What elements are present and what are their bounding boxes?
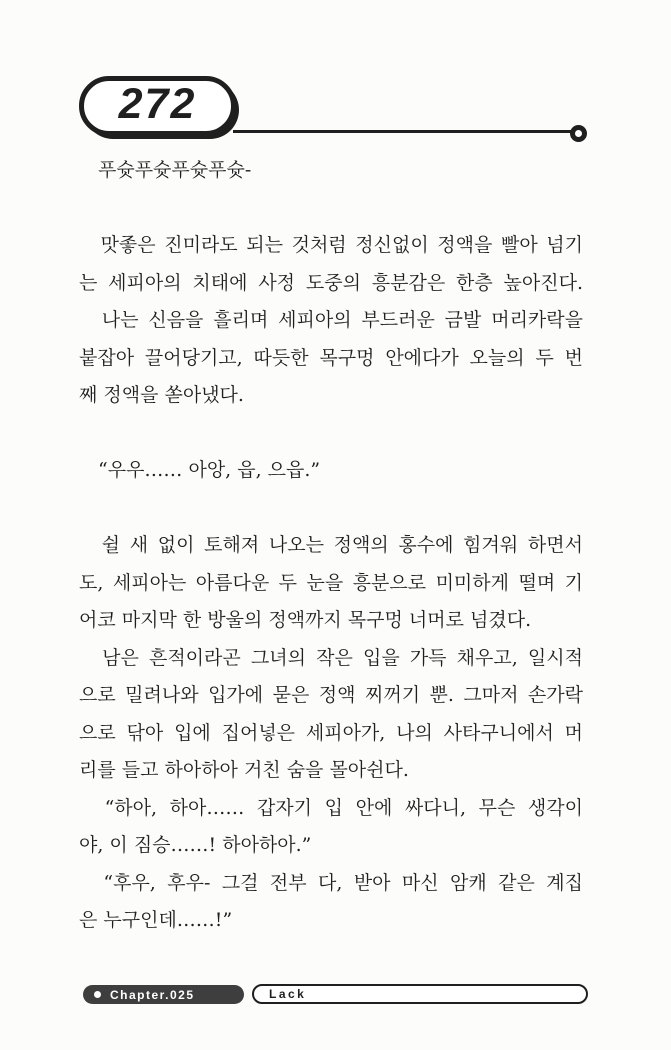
blank-line [79,190,583,228]
text-line: 째 정액을 쏟아냈다. [79,384,244,406]
text-line: 야, 이 짐승……! 하아하아.” [79,834,312,856]
chapter-label: Chapter.025 [110,987,195,1002]
chapter-badge [83,985,244,1004]
text-line: 맛좋은 진미라도 되는 것처럼 정신없이 정액을 빨아 넘기 [79,234,583,256]
header-rule [233,130,572,133]
text-line: 어코 마지막 한 방울의 정액까지 목구멍 너머로 넘겼다. [79,609,532,631]
page-number-badge [79,76,236,136]
text-line: 도, 세피아는 아름다운 두 눈을 흥분으로 미미하게 떨며 기 [79,571,583,594]
text-line: 는 세피아의 치태에 사정 도중의 흥분감은 한층 높아진다. [79,271,583,294]
text-line: 은 누구인데……!” [79,909,233,931]
brand-badge [252,984,588,1004]
text-line: 남은 흔적이라곤 그녀의 작은 입을 가득 채우고, 일시적 [79,646,583,669]
text-line: 쉴 새 없이 토해져 나오는 정액의 홍수에 힘겨워 하면서 [79,534,583,556]
text-line: 리를 들고 하아하아 거친 숨을 몰아쉰다. [79,759,409,781]
bullet-icon [94,991,101,998]
text-line: 으로 닦아 입에 집어넣은 세피아가, 나의 사타구니에서 머 [79,721,583,744]
blank-line [79,415,583,453]
text-line: “하아, 하아…… 갑자기 입 안에 싸다니, 무슨 생각이 [79,796,583,819]
text-line: 붙잡아 끌어당기고, 따듯한 목구멍 안에다가 오늘의 두 번 [79,346,583,369]
page-number: 272 [118,80,197,128]
text-line: 나는 신음을 흘리며 세피아의 부드러운 금발 머리카락을 [79,309,583,331]
text-line: 푸슛푸슛푸슛푸슛- [79,159,252,181]
brand-label: Lack [269,987,307,1001]
text-line: 으로 밀려나와 입가에 묻은 정액 찌꺼기 뿐. 그마저 손가락 [79,684,583,706]
body-text [79,152,583,940]
ring-icon [570,125,587,142]
text-line: “후우, 후우- 그걸 전부 다, 받아 마신 암캐 같은 계집 [79,871,583,894]
blank-line [79,490,583,528]
text-line: “우우…… 아앙, 읍, 으읍.” [79,459,321,481]
